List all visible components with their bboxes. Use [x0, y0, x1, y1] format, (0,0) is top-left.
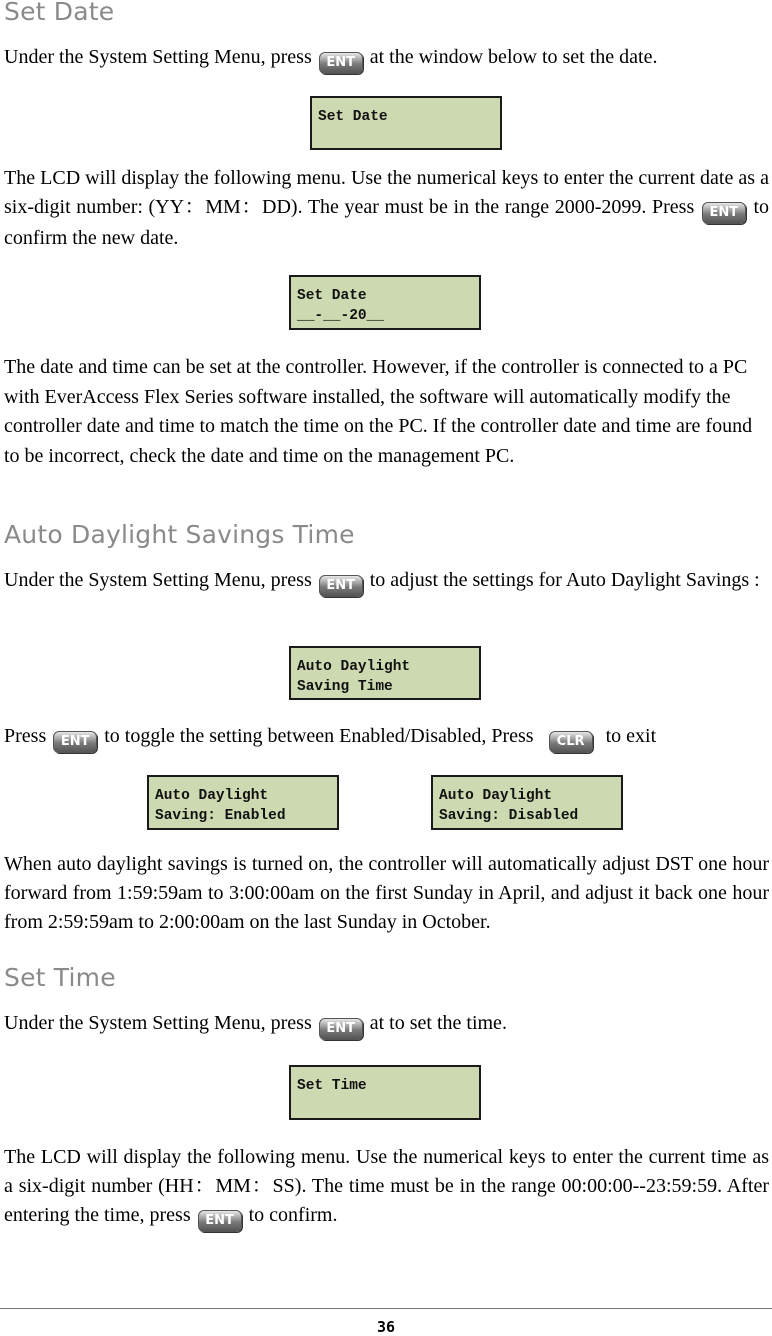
ent-key-icon: ENT [53, 731, 97, 753]
set-time-intro: Under the System Setting Menu, press ENT at to set the time. [4, 1009, 769, 1040]
ent-key-icon: ENT [319, 1018, 363, 1040]
daylight-toggle-instructions: Press ENT to toggle the setting between Enabled/Disabled, Press CLR to exit [4, 722, 769, 753]
page-number: 36 [376, 1318, 396, 1336]
daylight-intro: Under the System Setting Menu, press ENT to adjust the settings for Auto Daylight Savings : [4, 566, 769, 597]
section-heading-set-date: Set Date [4, 0, 115, 26]
footer-divider [0, 1308, 772, 1309]
ent-key-icon: ENT [319, 575, 363, 597]
lcd-daylight-enabled: Auto Daylight Saving: Enabled [147, 775, 339, 830]
ent-key-icon: ENT [702, 202, 746, 224]
lcd-auto-daylight: Auto Daylight Saving Time [289, 646, 481, 700]
lcd-set-time: Set Time [289, 1065, 481, 1120]
set-date-note: The date and time can be set at the controller. However, if the controller is connected to a PC with EverAccess Flex Series software installed, the software will automatically modify the controller date and time to match the time on the PC. If the controller date and time are found to be incorrect, check the date and time on the management PC. [4, 356, 753, 467]
daylight-description: When auto daylight savings is turned on, the controller will automatically adjust DST one hour forward from 1:59:59am to 3:00:00am on the first Sunday in April, and adjust it back one hour from 2:59:59am to 2:00:00am on the last Sunday in October. [4, 853, 769, 933]
ent-key-icon: ENT [198, 1210, 242, 1232]
set-date-intro: Under the System Setting Menu, press ENT at the window below to set the date. [4, 43, 769, 74]
set-date-instructions: The LCD will display the following menu. Use the numerical keys to enter the current date as a six-digit number: (YY：MM：DD). The year must be in the range 2000-2099. Press ENT to confirm the new date. [4, 167, 770, 249]
section-heading-auto-daylight: Auto Daylight Savings Time [4, 520, 355, 549]
ent-key-icon: ENT [319, 52, 363, 74]
lcd-daylight-disabled: Auto Daylight Saving: Disabled [431, 775, 623, 830]
section-heading-set-time: Set Time [4, 963, 116, 992]
lcd-set-date-entry: Set Date __-__-20__ [289, 275, 481, 330]
set-time-instructions: The LCD will display the following menu. Use the numerical keys to enter the current time as a six-digit number (HH：MM：SS). The time must be in the range 00:00:00--23:59:59. After entering the time, press ENT to confirm. [4, 1143, 769, 1232]
clr-key-icon: CLR [549, 731, 593, 753]
lcd-set-date: Set Date [310, 96, 502, 150]
